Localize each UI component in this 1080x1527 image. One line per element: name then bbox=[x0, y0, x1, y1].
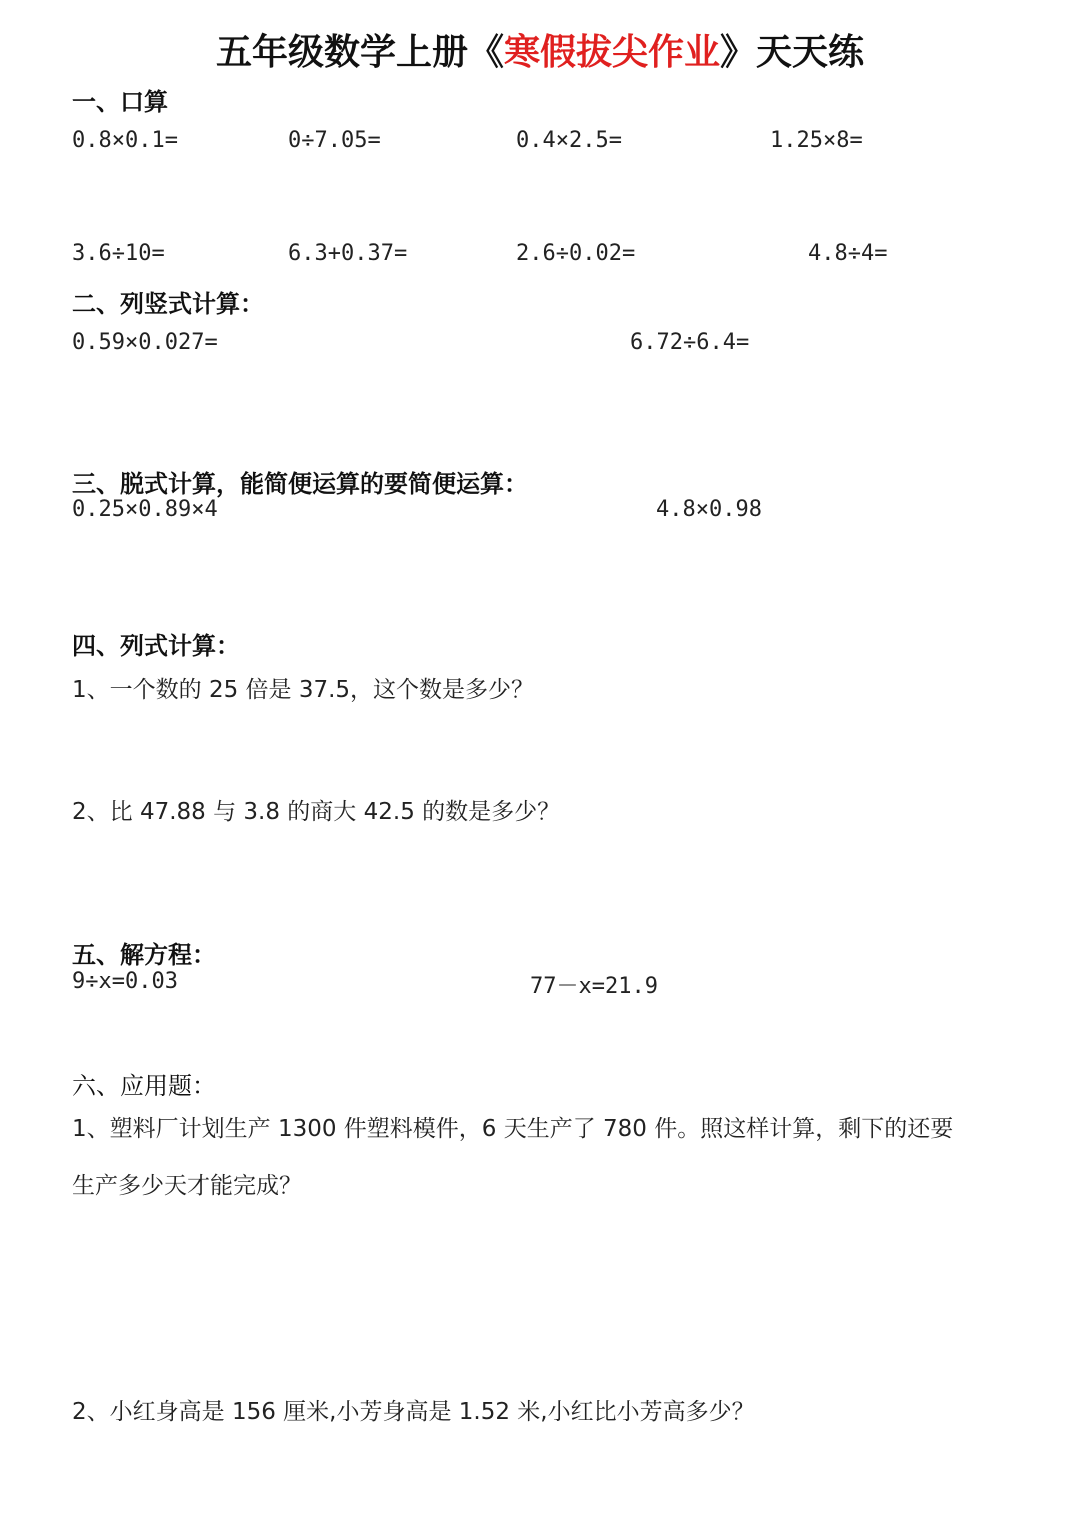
section-6-heading: 六、应用题： bbox=[72, 1072, 216, 1100]
section-2-heading: 二、列竖式计算： bbox=[72, 290, 264, 318]
title-prefix: 五年级数学上册《 bbox=[215, 32, 504, 73]
title-suffix: 》天天练 bbox=[720, 32, 865, 73]
section-4-heading: 四、列式计算： bbox=[72, 632, 240, 660]
mental-calc-item: 0.4×2.5= bbox=[516, 128, 622, 153]
mental-calc-item: 4.8÷4= bbox=[808, 241, 888, 266]
formula-question-1: 1、一个数的 25 倍是 37.5，这个数是多少？ bbox=[72, 677, 535, 703]
word-problem-1-line-1: 1、塑料厂计划生产 1300 件塑料模件，6 天生产了 780 件。照这样计算，剩下的还要 bbox=[72, 1116, 954, 1142]
vertical-calc-item: 6.72÷6.4= bbox=[630, 330, 750, 355]
word-problem-2: 2、小红身高是 156 厘米,小芳身高是 1.52 米,小红比小芳高多少？ bbox=[72, 1399, 755, 1425]
mental-calc-item: 6.3+0.37= bbox=[288, 241, 408, 266]
title-highlight: 寒假拔尖作业 bbox=[503, 32, 720, 73]
mental-calc-item: 1.25×8= bbox=[770, 128, 863, 153]
mental-calc-item: 2.6÷0.02= bbox=[516, 241, 636, 266]
page-title bbox=[0, 24, 1080, 75]
section-3-heading: 三、脱式计算，能简便运算的要简便运算： bbox=[72, 470, 528, 498]
section-1-heading: 一、口算 bbox=[72, 88, 168, 116]
equation-item: 77－x=21.9 bbox=[530, 974, 658, 999]
section-5-heading: 五、解方程： bbox=[72, 941, 216, 969]
mental-calc-item: 0.8×0.1= bbox=[72, 128, 178, 153]
word-problem-1-line-2: 生产多少天才能完成？ bbox=[72, 1173, 302, 1199]
mental-calc-item: 3.6÷10= bbox=[72, 241, 165, 266]
formula-question-2: 2、比 47.88 与 3.8 的商大 42.5 的数是多少？ bbox=[72, 799, 561, 825]
mental-calc-item: 0÷7.05= bbox=[288, 128, 381, 153]
vertical-calc-item: 0.59×0.027= bbox=[72, 330, 218, 355]
equation-item: 9÷x=0.03 bbox=[72, 969, 178, 994]
stepwise-calc-item: 4.8×0.98 bbox=[656, 497, 762, 522]
stepwise-calc-item: 0.25×0.89×4 bbox=[72, 497, 218, 522]
